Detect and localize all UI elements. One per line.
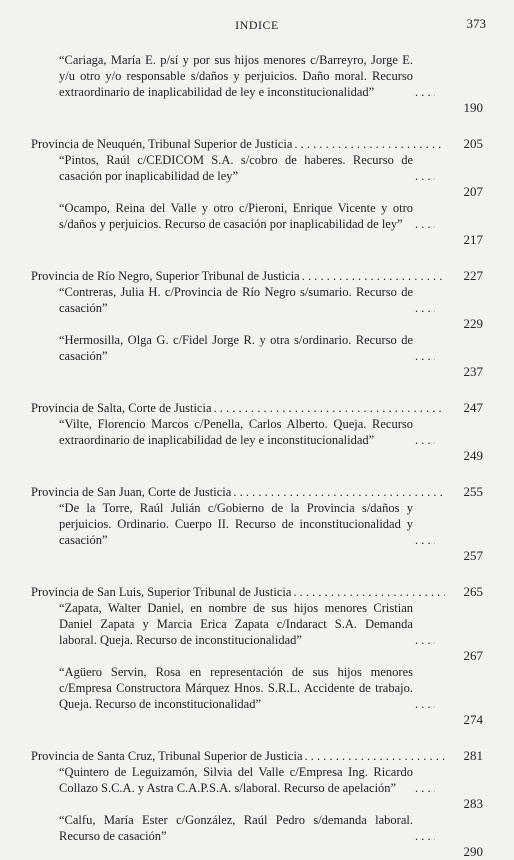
dot-leader: [415, 300, 435, 316]
court-heading: [31, 136, 483, 152]
court-heading: [31, 400, 483, 416]
index-entry: [59, 332, 483, 380]
dot-leader: [415, 532, 435, 548]
index-section: [31, 400, 483, 464]
page-number: 373: [466, 16, 486, 31]
court-heading: [31, 584, 483, 600]
dot-leader: [233, 484, 445, 500]
dot-leader: [415, 632, 435, 648]
court-page-number: 205: [463, 136, 483, 151]
court-name: Provincia de Salta, Corte de Justicia: [31, 401, 212, 415]
index-entry: [59, 812, 483, 860]
entry-text: “De la Torre, Raúl Julián c/Gobierno de la Provincia s/daños y perjuicios. Ordinario. Cuerpo II. Recurso de inconstitucionalidad y casación”: [59, 501, 413, 547]
entry-page-number: 274: [463, 712, 483, 727]
dot-leader: [293, 584, 445, 600]
entry-text: “Agüero Servin, Rosa en representación de sus hijos menores c/Empresa Constructora Márquez Hnos. S.R.L. Accidente de trabajo. Queja. Recurso de inconstitucionalidad”: [59, 665, 413, 711]
entry-page-number: 217: [463, 232, 483, 247]
court-page-number: 247: [463, 400, 483, 415]
index-entry: [59, 664, 483, 728]
page-title: INDICE: [235, 18, 279, 32]
court-name: Provincia de Santa Cruz, Tribunal Superior de Justicia: [31, 749, 303, 763]
index-section: [31, 268, 483, 380]
court-heading: [31, 484, 483, 500]
index-entry: [59, 152, 483, 200]
index-entry: [59, 500, 483, 564]
court-name: Provincia de San Luis, Superior Tribunal de Justicia: [31, 585, 292, 599]
entry-page-number: 290: [463, 844, 483, 859]
entry-page-number: 190: [463, 100, 483, 115]
entry-page-number: 283: [463, 796, 483, 811]
dot-leader: [302, 268, 445, 284]
entry-text: “Quintero de Leguizamón, Silvia del Valle c/Empresa Ing. Ricardo Collazo S.C.A. y Astra C.A.P.S.A. s/laboral. Recurso de apelación”: [59, 765, 413, 795]
entry-page-number: 267: [463, 648, 483, 663]
page-header: [0, 14, 514, 34]
index-entry: [59, 200, 483, 248]
index-entry: [59, 764, 483, 812]
entry-text: “Hermosilla, Olga G. c/Fidel Jorge R. y otra s/ordinario. Recurso de casación”: [59, 333, 413, 363]
dot-leader: [214, 400, 445, 416]
court-page-number: 255: [463, 484, 483, 499]
entry-page-number: 257: [463, 548, 483, 563]
entry-text: “Vilte, Florencio Marcos c/Penella, Carlos Alberto. Queja. Recurso extraordinario de inaplicabilidad de ley e inconstitucionalidad”: [59, 417, 413, 447]
entry-page-number: 249: [463, 448, 483, 463]
entry-text: “Ocampo, Reina del Valle y otro c/Pieroni, Enrique Vicente y otro s/daños y perjuicios. Recurso de casación por inaplicabilidad de ley”: [59, 201, 413, 231]
entry-page-number: 229: [463, 316, 483, 331]
index-entry: [59, 284, 483, 332]
court-page-number: 227: [463, 268, 483, 283]
court-page-number: 265: [463, 584, 483, 599]
court-name: Provincia de San Juan, Corte de Justicia: [31, 485, 232, 499]
dot-leader: [415, 828, 435, 844]
entry-text: “Zapata, Walter Daniel, en nombre de sus hijos menores Cristian Daniel Zapata y Marcia Erica Zapata c/Indaract S.A. Demanda laboral. Queja. Recurso de inconstitucionalidad”: [59, 601, 413, 647]
court-name: Provincia de Río Negro, Superior Tribunal de Justicia: [31, 269, 300, 283]
dot-leader: [415, 780, 435, 796]
index-section: [31, 584, 483, 728]
dot-leader: [415, 696, 435, 712]
index-list: [31, 52, 483, 860]
dot-leader: [415, 432, 435, 448]
court-heading: [31, 748, 483, 764]
dot-leader: [415, 216, 435, 232]
dot-leader: [294, 136, 445, 152]
entry-page-number: 237: [463, 364, 483, 379]
entry-text: “Pintos, Raúl c/CEDICOM S.A. s/cobro de haberes. Recurso de casación por inaplicabilidad de ley”: [59, 153, 413, 183]
index-entry: [59, 600, 483, 664]
index-section: [31, 748, 483, 860]
entry-page-number: 207: [463, 184, 483, 199]
court-page-number: 281: [463, 748, 483, 763]
entry-text: “Cariaga, María E. p/sí y por sus hijos menores c/Barreyro, Jorge E. y/u otro y/o responsable s/daños y perjuicios. Daño moral. Recurso extraordinario de inaplicabilidad de ley e inconstitucionalidad”: [59, 53, 413, 99]
index-section: [31, 136, 483, 248]
dot-leader: [415, 168, 435, 184]
index-entry: [59, 416, 483, 464]
index-section: [31, 52, 483, 116]
court-heading: [31, 268, 483, 284]
dot-leader: [415, 348, 435, 364]
court-name: Provincia de Neuquén, Tribunal Superior de Justicia: [31, 137, 293, 151]
entry-text: “Contreras, Julia H. c/Provincia de Río Negro s/sumario. Recurso de casación”: [59, 285, 413, 315]
dot-leader: [305, 748, 446, 764]
index-section: [31, 484, 483, 564]
dot-leader: [415, 84, 435, 100]
entry-text: “Calfu, María Ester c/González, Raúl Pedro s/demanda laboral. Recurso de casación”: [59, 813, 413, 843]
index-entry: [59, 52, 483, 116]
